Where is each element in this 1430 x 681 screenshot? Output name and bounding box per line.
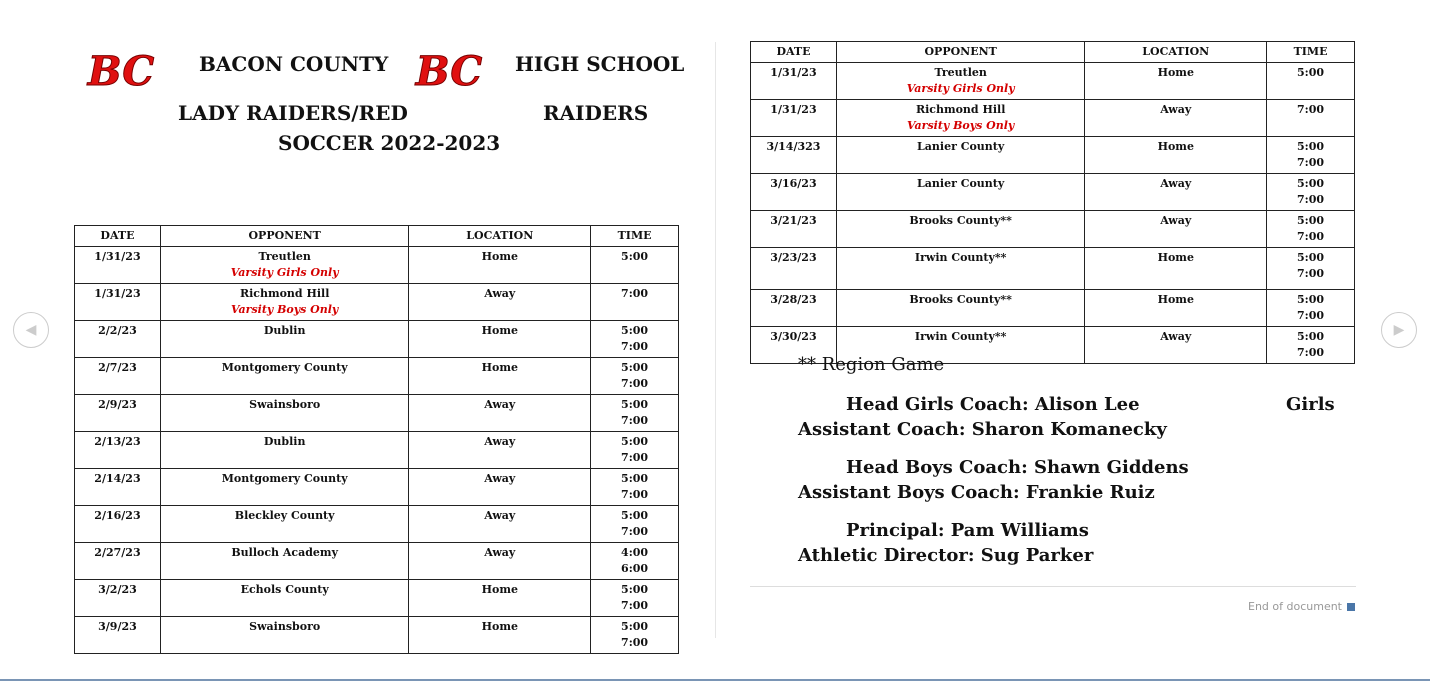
opponent: Echols County <box>240 583 329 596</box>
next-page-button[interactable] <box>1381 312 1417 348</box>
table-row <box>75 432 679 469</box>
time-2: 7:00 <box>1297 193 1325 206</box>
time: 5:00 <box>621 435 649 448</box>
table-row <box>75 543 679 580</box>
location: Home <box>1157 251 1194 264</box>
table-row <box>751 63 1355 100</box>
location: Away <box>1160 103 1192 116</box>
time-2: 7:00 <box>1297 230 1325 243</box>
location: Away <box>484 287 516 300</box>
time-cell <box>1267 290 1355 327</box>
time: 5:00 <box>1297 251 1325 264</box>
opponent-cell <box>836 290 1085 327</box>
col-time: TIME <box>1267 42 1355 63</box>
date: 3/23/23 <box>770 251 817 264</box>
location: Home <box>481 620 518 633</box>
date: 1/31/23 <box>94 287 141 300</box>
date: 3/30/23 <box>770 330 817 343</box>
opponent: Montgomery County <box>221 361 348 374</box>
time: 5:00 <box>1297 140 1325 153</box>
opponent-cell <box>160 395 409 432</box>
opponent: Richmond Hill <box>239 287 330 300</box>
time: 5:00 <box>1297 66 1325 79</box>
location: Home <box>481 361 518 374</box>
chevron-right-icon: ▶ <box>1393 322 1405 338</box>
title-bacon-county: BACON COUNTY <box>199 52 389 76</box>
time: 5:00 <box>621 509 649 522</box>
opponent-cell <box>160 506 409 543</box>
title-season: SOCCER 2022-2023 <box>278 131 501 155</box>
bc-logo <box>80 47 162 93</box>
opponent: Bulloch Academy <box>231 546 338 559</box>
table-row <box>75 580 679 617</box>
date: 2/7/23 <box>98 361 137 374</box>
location: Home <box>481 250 518 263</box>
location-cell <box>409 395 591 432</box>
date: 1/31/23 <box>770 103 817 116</box>
table-row <box>75 284 679 321</box>
col-date: DATE <box>75 226 161 247</box>
time: 7:00 <box>621 287 649 300</box>
date-cell <box>75 617 161 654</box>
time-cell <box>1267 174 1355 211</box>
end-of-document: End of document <box>1248 600 1342 613</box>
location-cell <box>409 432 591 469</box>
time-2: 7:00 <box>1297 309 1325 322</box>
location: Away <box>484 398 516 411</box>
date-cell <box>751 290 837 327</box>
col-location: LOCATION <box>409 226 591 247</box>
time-cell <box>591 247 679 284</box>
time-cell <box>1267 248 1355 290</box>
opponent-cell <box>160 358 409 395</box>
date: 2/9/23 <box>98 398 137 411</box>
varsity-note: Varsity Girls Only <box>906 82 1015 95</box>
svg-text:BC: BC <box>87 48 155 93</box>
varsity-note: Varsity Boys Only <box>231 303 339 316</box>
time-cell <box>591 358 679 395</box>
location-cell <box>1085 211 1267 248</box>
location-cell <box>1085 290 1267 327</box>
date-cell <box>751 248 837 290</box>
location: Home <box>1157 293 1194 306</box>
date-cell <box>751 137 837 174</box>
location: Away <box>484 435 516 448</box>
opponent: Irwin County** <box>914 251 1007 264</box>
location-cell <box>409 321 591 358</box>
date-cell <box>75 284 161 321</box>
location-cell <box>1085 174 1267 211</box>
date-cell <box>751 174 837 211</box>
opponent-cell <box>160 469 409 506</box>
end-marker-icon <box>1347 603 1355 611</box>
time-cell <box>591 284 679 321</box>
col-date: DATE <box>751 42 837 63</box>
time-cell <box>1267 137 1355 174</box>
opponent-cell <box>160 321 409 358</box>
time: 5:00 <box>1297 214 1325 227</box>
time-2: 7:00 <box>1297 267 1325 280</box>
date: 3/2/23 <box>98 583 137 596</box>
date-cell <box>75 506 161 543</box>
location-cell <box>409 469 591 506</box>
date-cell <box>75 358 161 395</box>
table-row <box>751 174 1355 211</box>
table-row <box>751 211 1355 248</box>
date-cell <box>75 432 161 469</box>
location-cell <box>1085 248 1267 290</box>
date: 1/31/23 <box>770 66 817 79</box>
region-game-note: ** Region Game <box>798 354 945 375</box>
page-divider <box>715 42 716 638</box>
time-cell <box>1267 211 1355 248</box>
date-cell <box>75 395 161 432</box>
head-girls-coach: Head Girls Coach: Alison Lee <box>846 394 1140 415</box>
opponent-cell <box>160 580 409 617</box>
opponent-cell <box>836 63 1085 100</box>
location-cell <box>1085 100 1267 137</box>
location-cell <box>1085 63 1267 100</box>
time-cell <box>591 617 679 654</box>
time: 7:00 <box>1297 103 1325 116</box>
date: 2/16/23 <box>94 509 141 522</box>
right-schedule-table <box>750 41 1355 364</box>
opponent: Treutlen <box>934 66 987 79</box>
time-2: 7:00 <box>621 636 649 649</box>
opponent-cell <box>836 211 1085 248</box>
varsity-note: Varsity Girls Only <box>230 266 339 279</box>
col-location: LOCATION <box>1085 42 1267 63</box>
opponent-cell <box>160 432 409 469</box>
opponent-cell <box>836 137 1085 174</box>
title-raiders: RAIDERS <box>543 101 649 125</box>
location: Home <box>481 583 518 596</box>
time-cell <box>591 321 679 358</box>
time-2: 7:00 <box>621 451 649 464</box>
date: 3/28/23 <box>770 293 817 306</box>
opponent: Bleckley County <box>234 509 335 522</box>
date-cell <box>751 211 837 248</box>
table-row <box>75 469 679 506</box>
opponent: Dublin <box>263 435 306 448</box>
date: 2/2/23 <box>98 324 137 337</box>
svg-text:BC: BC <box>415 48 483 93</box>
time-2: 7:00 <box>621 525 649 538</box>
date: 3/9/23 <box>98 620 137 633</box>
table-row <box>75 617 679 654</box>
date: 3/16/23 <box>770 177 817 190</box>
col-opponent: OPPONENT <box>160 226 409 247</box>
location: Home <box>1157 66 1194 79</box>
opponent-cell <box>836 100 1085 137</box>
date-cell <box>751 63 837 100</box>
time-2: 7:00 <box>621 414 649 427</box>
opponent: Treutlen <box>258 250 311 263</box>
time: 5:00 <box>621 583 649 596</box>
date-cell <box>75 580 161 617</box>
opponent: Brooks County** <box>909 214 1012 227</box>
chevron-left-icon: ◀ <box>25 322 37 338</box>
time-2: 7:00 <box>1297 156 1325 169</box>
time: 5:00 <box>621 324 649 337</box>
location-cell <box>409 543 591 580</box>
time-2: 7:00 <box>621 377 649 390</box>
time: 5:00 <box>621 472 649 485</box>
date-cell <box>751 100 837 137</box>
opponent: Montgomery County <box>221 472 348 485</box>
time-cell <box>591 432 679 469</box>
location-cell <box>409 284 591 321</box>
col-opponent: OPPONENT <box>836 42 1085 63</box>
time-2: 7:00 <box>621 340 649 353</box>
footer-rule <box>750 586 1356 587</box>
varsity-note: Varsity Boys Only <box>907 119 1015 132</box>
opponent: Irwin County** <box>914 330 1007 343</box>
opponent-cell <box>160 617 409 654</box>
time-cell <box>591 395 679 432</box>
time-cell <box>1267 63 1355 100</box>
opponent-cell <box>836 174 1085 211</box>
location: Away <box>484 546 516 559</box>
location-cell <box>409 358 591 395</box>
opponent-cell <box>160 247 409 284</box>
date: 2/13/23 <box>94 435 141 448</box>
opponent-cell <box>160 284 409 321</box>
location-cell <box>1085 327 1267 364</box>
location-cell <box>1085 137 1267 174</box>
date: 3/21/23 <box>770 214 817 227</box>
table-row <box>751 137 1355 174</box>
opponent-cell <box>160 543 409 580</box>
opponent: Swainsboro <box>249 398 321 411</box>
time-cell <box>591 580 679 617</box>
girls-label: Girls <box>1286 394 1335 415</box>
time-2: 7:00 <box>1297 346 1325 359</box>
time-cell <box>1267 327 1355 364</box>
time-cell <box>1267 100 1355 137</box>
location-cell <box>409 247 591 284</box>
date-cell <box>75 543 161 580</box>
left-schedule-table <box>74 225 679 654</box>
date: 1/31/23 <box>94 250 141 263</box>
opponent: Dublin <box>263 324 306 337</box>
table-row <box>75 395 679 432</box>
location: Away <box>484 472 516 485</box>
date: 3/14/323 <box>766 140 821 153</box>
bc-logo <box>408 47 490 93</box>
time-2: 7:00 <box>621 488 649 501</box>
table-row <box>751 290 1355 327</box>
assistant-girls-coach: Assistant Coach: Sharon Komanecky <box>798 419 1167 440</box>
opponent: Richmond Hill <box>915 103 1006 116</box>
date-cell <box>75 321 161 358</box>
location: Away <box>1160 214 1192 227</box>
assistant-boys-coach: Assistant Boys Coach: Frankie Ruiz <box>798 482 1155 503</box>
time-cell <box>591 469 679 506</box>
time: 5:00 <box>1297 293 1325 306</box>
location: Home <box>481 324 518 337</box>
title-high-school: HIGH SCHOOL <box>515 52 685 76</box>
time-cell <box>591 543 679 580</box>
location-cell <box>409 506 591 543</box>
time: 5:00 <box>621 250 649 263</box>
location: Away <box>1160 177 1192 190</box>
location-cell <box>409 580 591 617</box>
date: 2/27/23 <box>94 546 141 559</box>
title-lady-raiders: LADY RAIDERS/RED <box>178 101 408 125</box>
table-row <box>75 247 679 284</box>
opponent: Lanier County <box>917 177 1005 190</box>
table-row <box>751 100 1355 137</box>
time-cell <box>591 506 679 543</box>
location: Away <box>1160 330 1192 343</box>
athletic-director: Athletic Director: Sug Parker <box>798 545 1094 566</box>
prev-page-button[interactable] <box>13 312 49 348</box>
table-row <box>75 506 679 543</box>
table-row <box>751 248 1355 290</box>
date: 2/14/23 <box>94 472 141 485</box>
time-2: 7:00 <box>621 599 649 612</box>
location-cell <box>409 617 591 654</box>
table-row <box>75 358 679 395</box>
time: 5:00 <box>1297 177 1325 190</box>
time: 4:00 <box>621 546 649 559</box>
opponent: Swainsboro <box>249 620 321 633</box>
opponent-cell <box>836 248 1085 290</box>
time: 5:00 <box>621 398 649 411</box>
time: 5:00 <box>1297 330 1325 343</box>
time-2: 6:00 <box>621 562 649 575</box>
table-row <box>75 321 679 358</box>
time: 5:00 <box>621 361 649 374</box>
principal: Principal: Pam Williams <box>846 520 1089 541</box>
date-cell <box>75 247 161 284</box>
date-cell <box>75 469 161 506</box>
location: Home <box>1157 140 1194 153</box>
head-boys-coach: Head Boys Coach: Shawn Giddens <box>846 457 1189 478</box>
opponent: Brooks County** <box>909 293 1012 306</box>
location: Away <box>484 509 516 522</box>
time: 5:00 <box>621 620 649 633</box>
col-time: TIME <box>591 226 679 247</box>
opponent: Lanier County <box>917 140 1005 153</box>
